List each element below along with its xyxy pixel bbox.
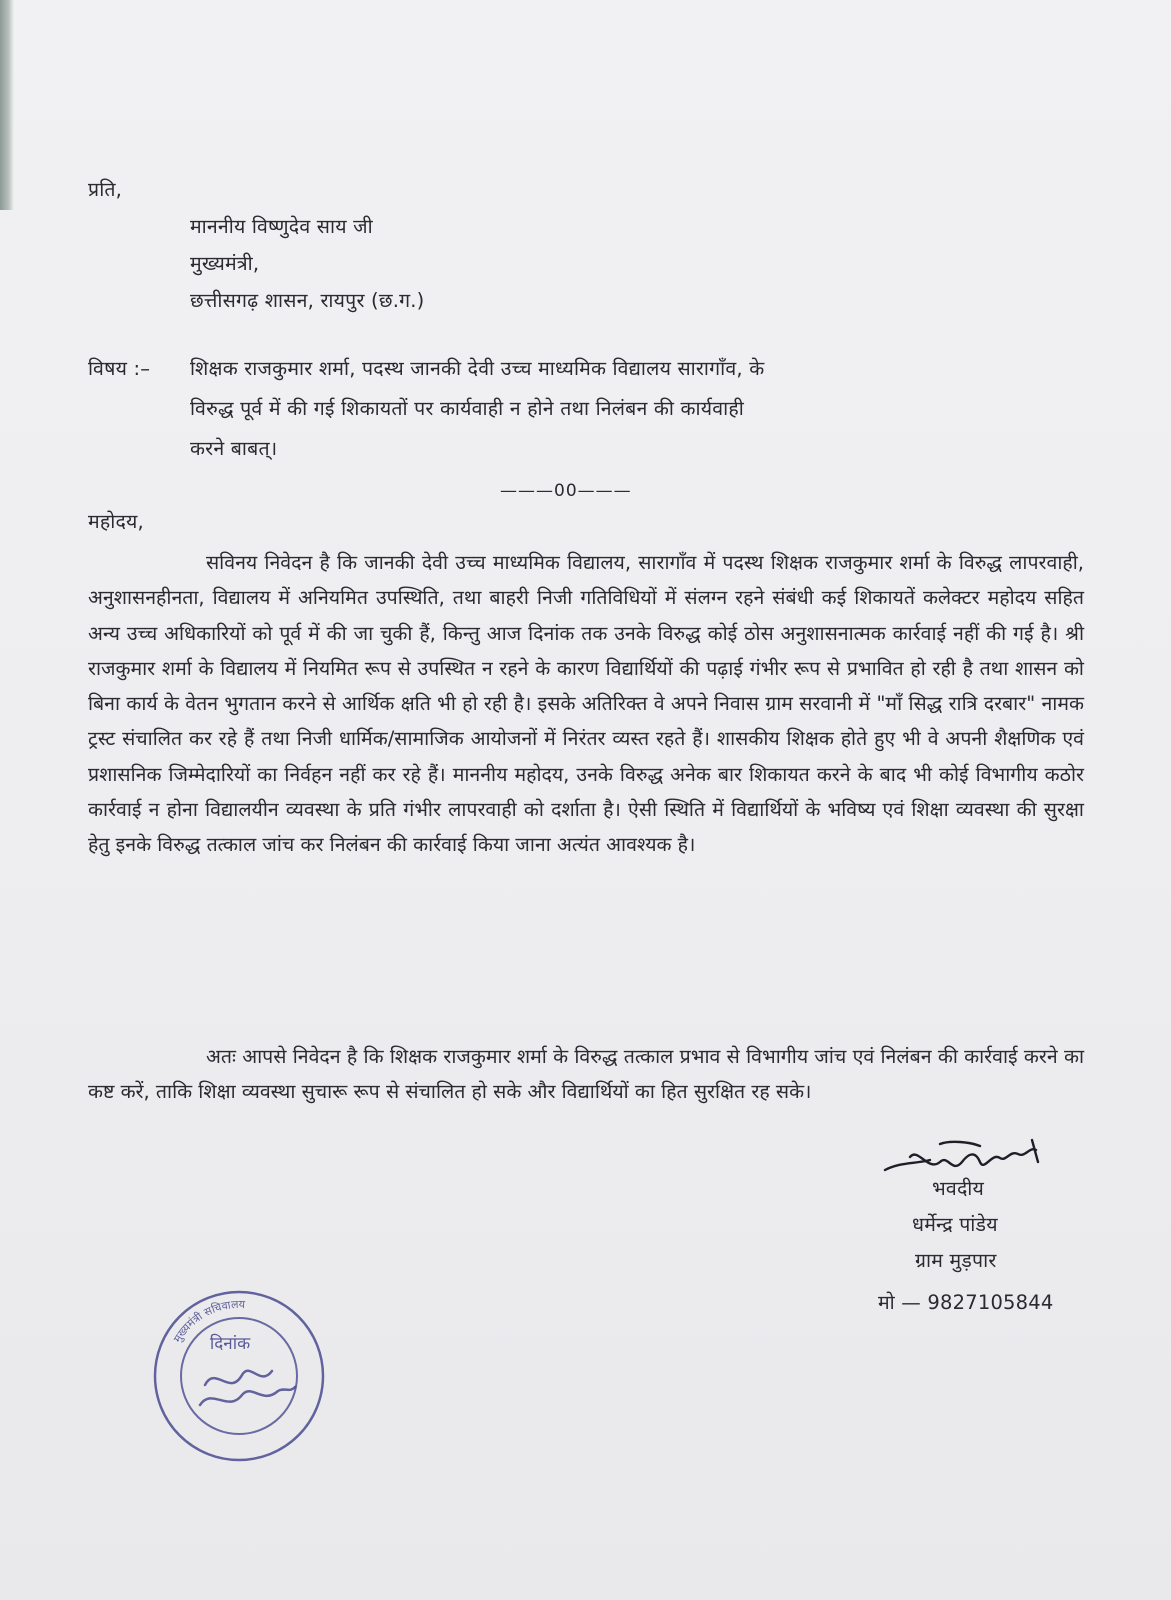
sender-village: ग्राम मुड़पार <box>915 1249 997 1272</box>
office-stamp <box>150 1287 328 1465</box>
stamp-ring-text: मुख्यमंत्री सचिवालय <box>170 1297 246 1345</box>
paragraph-text: सविनय निवेदन है कि जानकी देवी उच्च माध्यमिक विद्यालय, सारागाँव में पदस्थ शिक्षक राजकुमार शर्मा के विरुद्ध लापरवाही, अनुशासनहीनता, विद्यालय में अनियमित उपस्थिति, तथा बाहरी निजी गतिविधियों में संलग्न रहने संबंधी कई शिकायतें कलेक्टर महोदय सहित अन्य उच्च अधिकारियों को पूर्व में की जा चुकी हैं, किन्तु आज दिनांक तक उनके विरुद्ध कोई ठोस अनुशासनात्मक कार्रवाई नहीं की गई है। श्री राजकुमार शर्मा के विद्यालय में नियमित रूप से उपस्थित न रहने के कारण विद्यार्थियों की पढ़ाई गंभीर रूप से प्रभावित हो रही है तथा शासन को बिना कार्य के वेतन भुगतान करने से आर्थिक क्षति भी हो रही है। इसके अतिरिक्त वे अपने निवास ग्राम सरवानी में "माँ सिद्ध रात्रि दरबार" नामक ट्रस्ट संचालित कर रहे हैं तथा निजी धार्मिक/सामाजिक आयोजनों में निरंतर व्यस्त रहते हैं। शासकीय शिक्षक होते हुए भी वे अपनी शैक्षणिक एवं प्रशासनिक जिम्मेदारियों का निर्वहन नहीं कर रहे हैं। माननीय महोदय, उनके विरुद्ध अनेक बार शिकायत करने के बाद भी कोई विभागीय कठोर कार्रवाई न होना विद्यालयीन व्यवस्था के प्रति गंभीर लापरवाही को दर्शाता है। ऐसी स्थिति में विद्यार्थियों के भविष्य एवं शिक्षा व्यवस्था की सुरक्षा हेतु इनके विरुद्ध तत्काल जांच कर निलंबन की कार्रवाई किया जाना अत्यंत आवश्यक है। <box>88 551 1084 857</box>
salutation: महोदय, <box>88 510 144 533</box>
page-edge-shadow <box>0 0 14 210</box>
recipient-name: माननीय विष्णुदेव साय जी <box>190 215 373 238</box>
subject-line-2: विरुद्ध पूर्व में की गई शिकायतों पर कार्यवाही न होने तथा निलंबन की कार्यवाही <box>190 397 744 420</box>
paragraph-text: अतः आपसे निवेदन है कि शिक्षक राजकुमार शर्मा के विरुद्ध तत्काल प्रभाव से विभागीय जांच एवं निलंबन की कार्रवाई करने का कष्ट करें, ताकि शिक्षा व्यवस्था सुचारू रूप से संचालित हो सके और विद्यार्थियों का हित सुरक्षित रह सके। <box>88 1045 1084 1104</box>
recipient-prefix: प्रति, <box>88 178 123 201</box>
closing: भवदीय <box>932 1177 985 1200</box>
subject-label: विषय :– <box>88 357 151 380</box>
body-paragraph-1 <box>88 545 1084 863</box>
sender-name: धर्मेन्द्र पांडेय <box>912 1213 998 1236</box>
separator: ———00——— <box>500 481 632 501</box>
subject-line-3: करने बाबत्। <box>190 437 278 460</box>
recipient-designation: मुख्यमंत्री, <box>190 252 260 275</box>
recipient-office: छत्तीसगढ़ शासन, रायपुर (छ.ग.) <box>190 289 425 312</box>
sender-phone: मो — 9827105844 <box>878 1291 1054 1314</box>
body-paragraph-2 <box>88 1039 1084 1110</box>
subject-line-1: शिक्षक राजकुमार शर्मा, पदस्थ जानकी देवी उच्च माध्यमिक विद्यालय सारागाँव, के <box>190 357 765 380</box>
stamp-date-label: दिनांक <box>209 1334 251 1354</box>
